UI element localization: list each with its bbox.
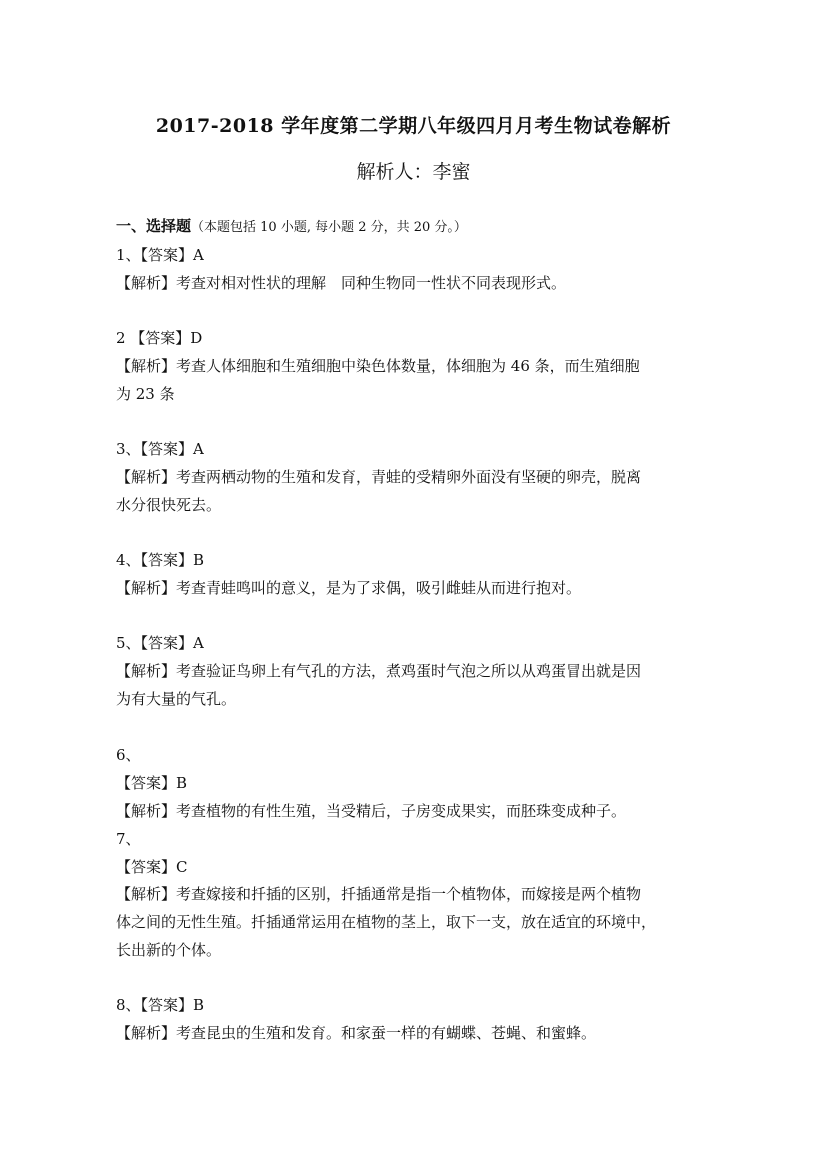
number-line-6: 6、 bbox=[116, 746, 141, 764]
answer-line-7: 【答案】C bbox=[116, 858, 188, 876]
analysis-line-7-2: 体之间的无性生殖。扦插通常运用在植物的茎上，取下一支，放在适宜的环境中， bbox=[116, 913, 657, 931]
analysis-line-8-1: 【解析】考查昆虫的生殖和发育。和家蚕一样的有蝴蝶、苍蝇、和蜜蜂。 bbox=[116, 1024, 597, 1042]
analysis-line-2-2: 为 23 条 bbox=[116, 385, 175, 403]
answer-line-5: 5、【答案】A bbox=[116, 634, 204, 652]
section-header bbox=[116, 216, 716, 238]
analysis-line-7-1: 【解析】考查嫁接和扦插的区别，扦插通常是指一个植物体，而嫁接是两个植物 bbox=[116, 885, 642, 903]
analysis-line-2-1: 【解析】考查人体细胞和生殖细胞中染色体数量，体细胞为 46 条，而生殖细胞 bbox=[116, 357, 640, 375]
document-title: 2017-2018 学年度第二学期八年级四月月考生物试卷解析 bbox=[155, 115, 672, 137]
analysis-line-1-1: 【解析】考查对相对性状的理解 同种生物同一性状不同表现形式。 bbox=[116, 274, 567, 292]
analysis-line-7-3: 长出新的个体。 bbox=[116, 941, 222, 959]
answer-line-2: 2 【答案】D bbox=[116, 329, 203, 347]
analysis-line-3-2: 水分很快死去。 bbox=[116, 496, 222, 514]
analysis-line-6-1: 【解析】考查植物的有性生殖，当受精后，子房变成果实，而胚珠变成种子。 bbox=[116, 802, 627, 820]
analysis-line-5-2: 为有大量的气孔。 bbox=[116, 690, 237, 708]
answer-line-4: 4、【答案】B bbox=[116, 551, 205, 569]
document-author: 解析人：李蜜 bbox=[356, 161, 471, 183]
analysis-line-5-1: 【解析】考查验证鸟卵上有气孔的方法，煮鸡蛋时气泡之所以从鸡蛋冒出就是因 bbox=[116, 662, 642, 680]
answer-line-8: 8、【答案】B bbox=[116, 996, 205, 1014]
answer-line-3: 3、【答案】A bbox=[116, 440, 204, 458]
section-heading: 一、选择题 bbox=[116, 217, 192, 235]
answer-line-6: 【答案】B bbox=[116, 774, 188, 792]
number-line-7: 7、 bbox=[116, 830, 141, 848]
analysis-line-4-1: 【解析】考查青蛙鸣叫的意义，是为了求偶，吸引雌蛙从而进行抱对。 bbox=[116, 579, 582, 597]
section-note: （本题包括 10 小题, 每小题 2 分，共 20 分。） bbox=[191, 220, 467, 235]
analysis-line-3-1: 【解析】考查两栖动物的生殖和发育，青蛙的受精卵外面没有坚硬的卵壳，脱离 bbox=[116, 468, 642, 486]
answer-line-1: 1、【答案】A bbox=[116, 246, 204, 264]
